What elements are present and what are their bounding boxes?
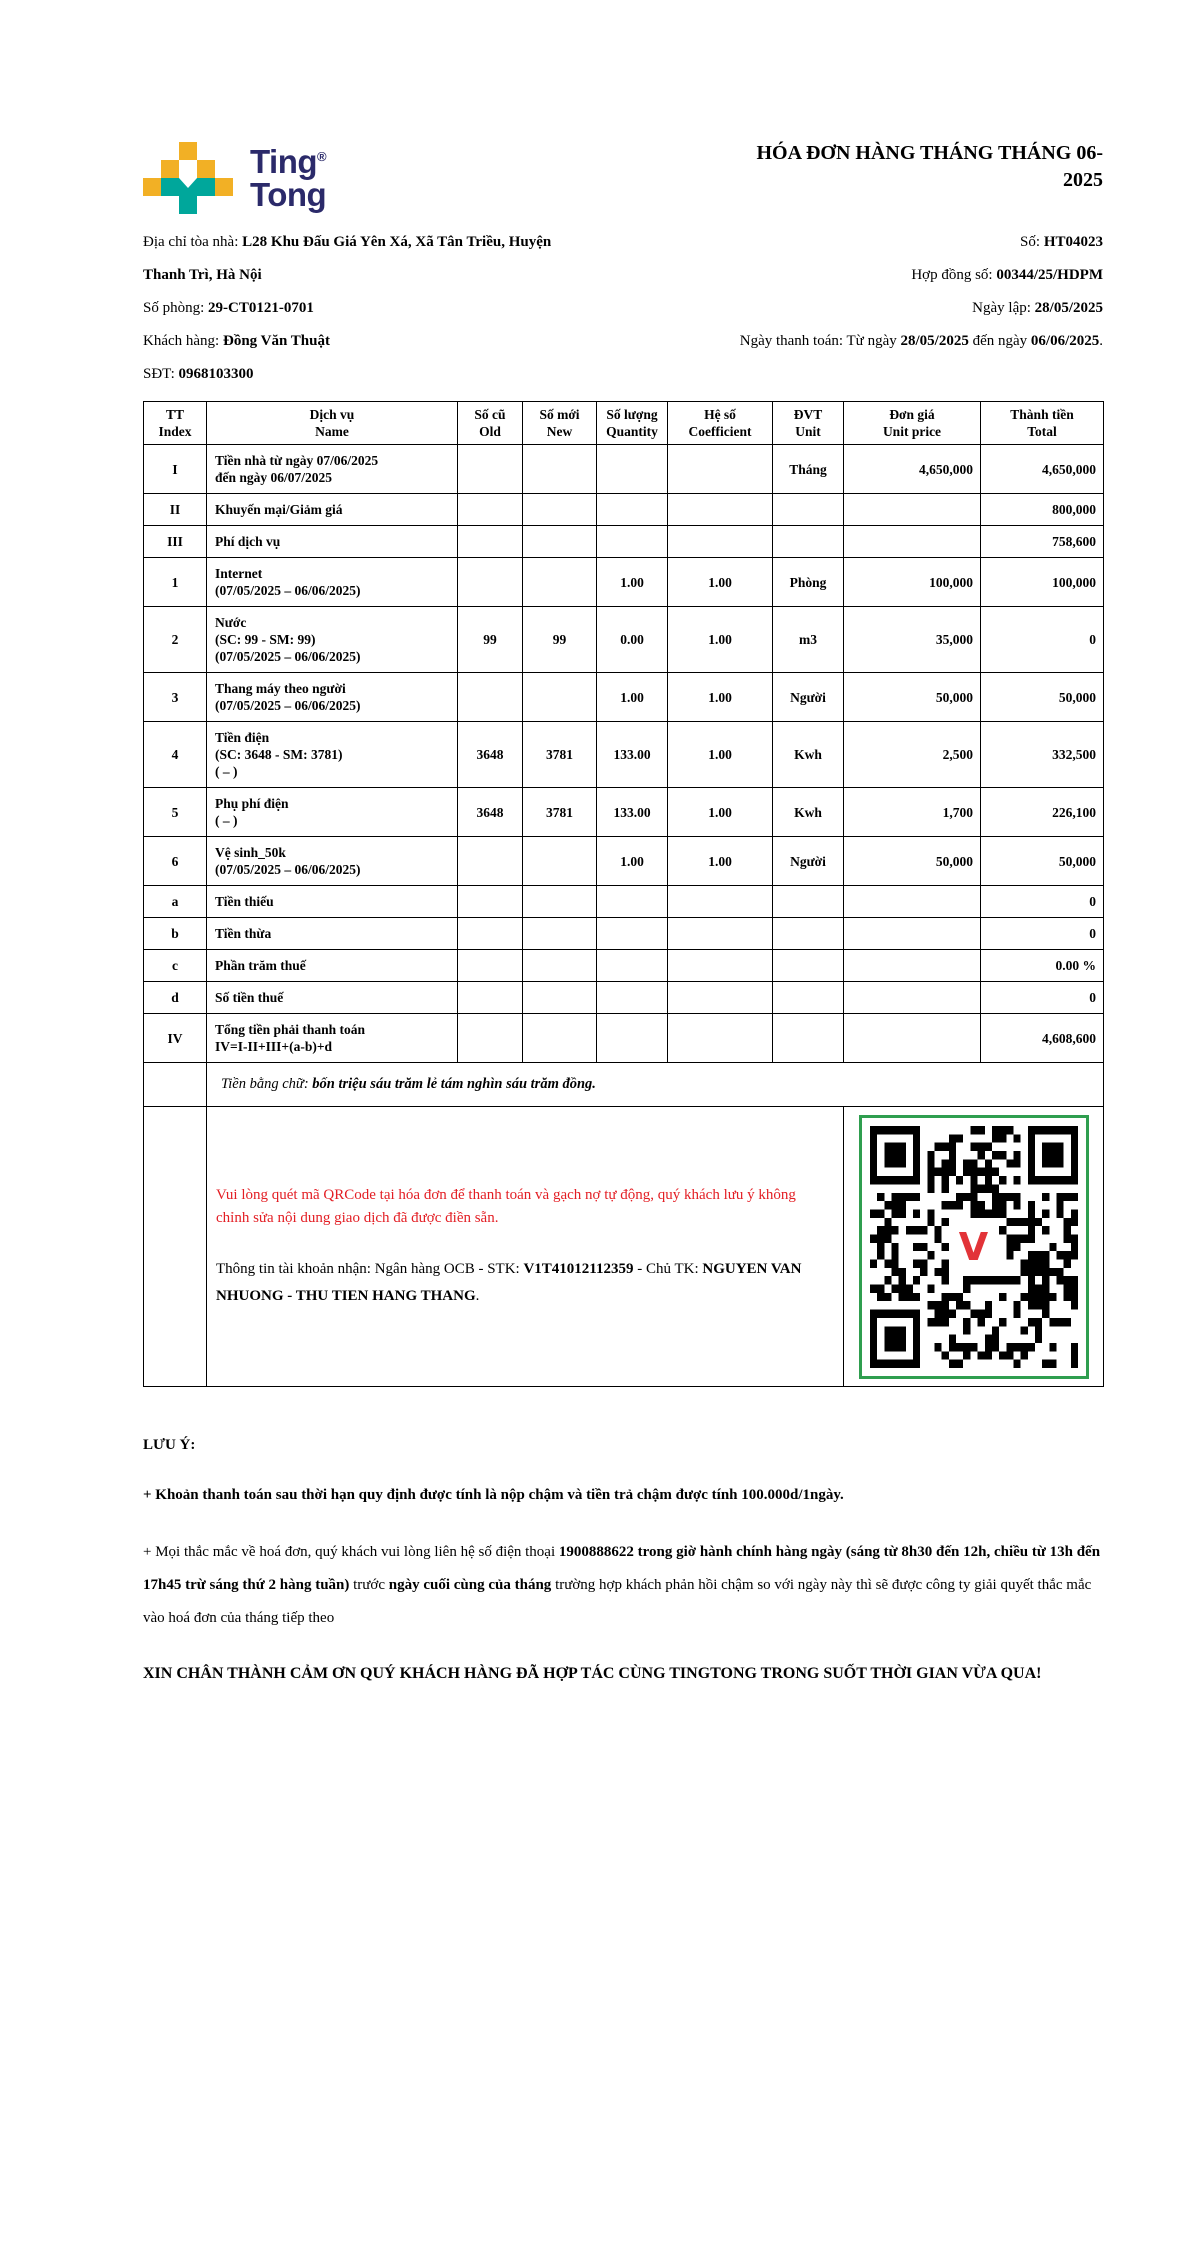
- cell-new: 3781: [523, 788, 597, 837]
- qr-cell: [844, 1107, 1104, 1387]
- cell-tt: 5: [144, 788, 207, 837]
- column-header-line: Index: [158, 424, 192, 439]
- column-header: [144, 402, 207, 445]
- cell-total: 332,500: [981, 722, 1104, 788]
- service-name-line: đến ngày 06/07/2025: [215, 470, 333, 485]
- text-segment: bốn triệu sáu trăm lẻ tám nghìn sáu trăm đồng.: [312, 1076, 596, 1092]
- cell-price: 50,000: [844, 837, 981, 886]
- service-name-line: Nước: [215, 615, 247, 630]
- qr-inner: [870, 1126, 1078, 1368]
- column-header: [981, 402, 1104, 445]
- info-line: [642, 259, 1103, 292]
- cell-total: 226,100: [981, 788, 1104, 837]
- thank-you-note: XIN CHÂN THÀNH CẢM ƠN QUÝ KHÁCH HÀNG ĐÃ HỢP TÁC CÙNG TINGTONG TRONG SUỐT THỜI GIAN VỪA QUA!: [143, 1665, 1042, 1682]
- logo-pixel: [179, 142, 197, 160]
- text-segment: L28 Khu Đấu Giá Yên Xá, Xã Tân Triều, Huyện: [242, 234, 552, 250]
- amount-in-words-row: [144, 1063, 1104, 1107]
- column-header-line: Quantity: [606, 424, 658, 439]
- cell-name: [207, 494, 458, 526]
- table-row: [144, 1014, 1104, 1063]
- column-header-line: TT: [165, 407, 184, 422]
- cell-price: [844, 982, 981, 1014]
- cell-name: [207, 673, 458, 722]
- column-header-line: Unit: [795, 424, 821, 439]
- info-line: [642, 325, 1103, 358]
- logo-pixel: [197, 160, 215, 178]
- service-name-line: (07/05/2025 – 06/06/2025): [215, 698, 361, 713]
- cell-qty: [597, 950, 668, 982]
- cell-new: [523, 494, 597, 526]
- text-segment: .: [475, 1287, 480, 1304]
- cell-tt: 1: [144, 558, 207, 607]
- table-row: [144, 673, 1104, 722]
- column-header: [773, 402, 844, 445]
- column-header-line: Dịch vụ: [309, 407, 355, 422]
- cell-tt: 3: [144, 673, 207, 722]
- cell-price: [844, 950, 981, 982]
- column-header: [458, 402, 523, 445]
- column-header: [523, 402, 597, 445]
- cell-price: 50,000: [844, 673, 981, 722]
- logo-pixel: [143, 178, 161, 196]
- cell-coef: [668, 982, 773, 1014]
- table-body: [144, 445, 1104, 1063]
- column-header-line: Đơn giá: [889, 407, 935, 422]
- qr-instruction-red: Vui lòng quét mã QRCode tại hóa đơn để thanh toán và gạch nợ tự động, quý khách lưu ý không chỉnh sửa nội dung giao dịch đã được điền sẵn.: [216, 1186, 796, 1226]
- cell-new: [523, 558, 597, 607]
- text-segment: 28/05/2025: [1034, 300, 1103, 316]
- cell-total: 800,000: [981, 494, 1104, 526]
- note-hotline: [143, 1536, 1103, 1635]
- cell-tt: 6: [144, 837, 207, 886]
- cell-name: [207, 526, 458, 558]
- service-name-line: (SC: 99 - SM: 99): [215, 632, 316, 647]
- footer-notes: [143, 1435, 1103, 1690]
- service-name-line: Tiền nhà từ ngày 07/06/2025: [215, 453, 379, 468]
- cell-qty: [597, 494, 668, 526]
- cell-coef: 1.00: [668, 837, 773, 886]
- cell-unit: [773, 526, 844, 558]
- cell-empty: [144, 1107, 207, 1387]
- text-segment: ngày cuối cùng của tháng: [388, 1577, 552, 1593]
- cell-tt: II: [144, 494, 207, 526]
- cell-unit: [773, 950, 844, 982]
- table-row: [144, 950, 1104, 982]
- text-segment: Ngày thanh toán: Từ ngày: [739, 333, 901, 349]
- cell-old: [458, 673, 523, 722]
- cell-old: [458, 918, 523, 950]
- text-segment: Thông tin tài khoản nhận: Ngân hàng OCB - STK:: [216, 1260, 524, 1277]
- cell-qty: 1.00: [597, 837, 668, 886]
- cell-total: 0: [981, 607, 1104, 673]
- cell-price: 100,000: [844, 558, 981, 607]
- service-name-line: IV=I-II+III+(a-b)+d: [215, 1039, 333, 1054]
- note-late-payment: [143, 1479, 1103, 1512]
- service-name-line: ( – ): [215, 813, 238, 828]
- cell-unit: m3: [773, 607, 844, 673]
- cell-price: [844, 918, 981, 950]
- text-segment: + Mọi thắc mắc về hoá đơn, quý khách vui lòng liên hệ số điện thoại: [143, 1544, 559, 1560]
- column-header-line: Name: [315, 424, 349, 439]
- cell-tt: 2: [144, 607, 207, 673]
- cell-total: 0: [981, 982, 1104, 1014]
- column-header-line: Total: [1027, 424, 1057, 439]
- table-row: [144, 982, 1104, 1014]
- info-line: [143, 358, 642, 391]
- cell-name: [207, 982, 458, 1014]
- notes-heading: LƯU Ý:: [143, 1437, 196, 1453]
- cell-total: 0: [981, 886, 1104, 918]
- cell-old: [458, 950, 523, 982]
- cell-coef: 1.00: [668, 788, 773, 837]
- cell-unit: Phòng: [773, 558, 844, 607]
- cell-price: 1,700: [844, 788, 981, 837]
- cell-coef: [668, 950, 773, 982]
- text-segment: + Khoản thanh toán sau thời hạn quy định được tính là nộp chậm và tiền trả chậm được tính 100.000d/1ngày.: [143, 1487, 844, 1503]
- cell-tt: d: [144, 982, 207, 1014]
- cell-unit: [773, 982, 844, 1014]
- invoice-title-line1: HÓA ĐƠN HÀNG THÁNG THÁNG 06-: [756, 142, 1103, 164]
- cell-price: [844, 526, 981, 558]
- invoice-info-left: [143, 226, 642, 391]
- cell-name: [207, 837, 458, 886]
- table-row: [144, 837, 1104, 886]
- column-header-line: New: [546, 424, 573, 439]
- tingtong-logo-icon: [143, 142, 233, 214]
- table-row: [144, 494, 1104, 526]
- column-header-line: Old: [479, 424, 501, 439]
- cell-old: 3648: [458, 788, 523, 837]
- logo-wordmark: [250, 145, 326, 214]
- text-segment: 00344/25/HDPM: [996, 267, 1103, 283]
- info-line: [143, 226, 642, 259]
- service-name-line: Tiền thiếu: [215, 894, 274, 909]
- table-row: [144, 722, 1104, 788]
- column-header-line: Hệ số: [704, 407, 736, 422]
- cell-qty: 1.00: [597, 558, 668, 607]
- qr-box: [859, 1115, 1089, 1379]
- cell-old: [458, 526, 523, 558]
- info-line: [143, 292, 642, 325]
- cell-unit: Kwh: [773, 722, 844, 788]
- column-header: [844, 402, 981, 445]
- text-segment: 1900888622 trong giờ hành chính hàng ngày (sáng từ 8h30 đến 12h, chiều từ 13h đến 17h45 trừ sáng thứ 2 hàng tuần): [143, 1544, 1101, 1593]
- cell-tt: I: [144, 445, 207, 494]
- cell-coef: 1.00: [668, 607, 773, 673]
- text-segment: 0968103300: [178, 366, 254, 382]
- cell-qty: [597, 526, 668, 558]
- header: [143, 0, 1103, 214]
- qr-logo-v: V: [951, 1226, 997, 1268]
- cell-tt: a: [144, 886, 207, 918]
- cell-coef: [668, 886, 773, 918]
- service-name-line: Phụ phí điện: [215, 796, 289, 811]
- cell-new: [523, 950, 597, 982]
- column-header: [207, 402, 458, 445]
- cell-name: [207, 788, 458, 837]
- service-name-line: Thang máy theo người: [215, 681, 346, 696]
- column-header-line: Unit price: [882, 424, 942, 439]
- service-name-line: Phần trăm thuế: [215, 958, 306, 973]
- cell-name: [207, 607, 458, 673]
- cell-new: [523, 837, 597, 886]
- cell-old: 99: [458, 607, 523, 673]
- text-segment: V1T41012112359: [523, 1260, 634, 1277]
- cell-qty: [597, 1014, 668, 1063]
- cell-old: [458, 445, 523, 494]
- cell-empty: [144, 1063, 207, 1107]
- cell-name: [207, 722, 458, 788]
- logo-pixel: [215, 178, 233, 196]
- logo-line-1: Ting®: [250, 143, 327, 180]
- cell-price: [844, 494, 981, 526]
- text-segment: Tiền bằng chữ:: [221, 1076, 313, 1092]
- cell-name: [207, 886, 458, 918]
- table-row: [144, 788, 1104, 837]
- cell-new: 3781: [523, 722, 597, 788]
- logo-line-2: Tong: [250, 176, 327, 213]
- cell-old: [458, 982, 523, 1014]
- table-row: [144, 918, 1104, 950]
- invoice-meta: [143, 226, 1103, 391]
- service-name-line: (SC: 3648 - SM: 3781): [215, 747, 343, 762]
- column-header: [668, 402, 773, 445]
- cell-price: 35,000: [844, 607, 981, 673]
- cell-total: 4,650,000: [981, 445, 1104, 494]
- cell-total: 50,000: [981, 673, 1104, 722]
- cell-qty: 0.00: [597, 607, 668, 673]
- cell-name: [207, 558, 458, 607]
- cell-unit: [773, 494, 844, 526]
- info-line: [642, 292, 1103, 325]
- table-row: [144, 558, 1104, 607]
- cell-coef: [668, 445, 773, 494]
- cell-qty: [597, 445, 668, 494]
- table-header-row: [144, 402, 1104, 445]
- table-row: [144, 607, 1104, 673]
- cell-unit: Người: [773, 673, 844, 722]
- cell-total: 50,000: [981, 837, 1104, 886]
- info-line: [143, 259, 642, 292]
- service-name-line: ( – ): [215, 764, 238, 779]
- cell-coef: 1.00: [668, 558, 773, 607]
- cell-coef: [668, 1014, 773, 1063]
- column-header-line: Coefficient: [688, 424, 752, 439]
- cell-qty: [597, 982, 668, 1014]
- charges-table: [143, 401, 1104, 1387]
- column-header-line: Số cũ: [474, 407, 506, 422]
- cell-tt: 4: [144, 722, 207, 788]
- cell-new: [523, 918, 597, 950]
- cell-unit: Tháng: [773, 445, 844, 494]
- logo-pixel: [179, 196, 197, 214]
- service-name-line: Internet: [215, 566, 263, 581]
- cell-new: 99: [523, 607, 597, 673]
- text-segment: Số:: [1020, 234, 1044, 250]
- service-name-line: Tiền điện: [215, 730, 270, 745]
- cell-price: 4,650,000: [844, 445, 981, 494]
- table-row: [144, 886, 1104, 918]
- cell-unit: [773, 918, 844, 950]
- cell-total: 4,608,600: [981, 1014, 1104, 1063]
- text-segment: SĐT:: [143, 366, 179, 382]
- cell-old: [458, 558, 523, 607]
- text-segment: Địa chỉ tòa nhà:: [143, 234, 243, 250]
- cell-unit: [773, 1014, 844, 1063]
- payment-instructions-cell: [207, 1107, 844, 1387]
- cell-new: [523, 1014, 597, 1063]
- qr-row: [144, 1107, 1104, 1387]
- column-header: [597, 402, 668, 445]
- cell-old: [458, 837, 523, 886]
- cell-qty: [597, 886, 668, 918]
- cell-new: [523, 982, 597, 1014]
- cell-old: [458, 886, 523, 918]
- text-segment: HT04023: [1043, 234, 1103, 250]
- logo-pixel: [161, 160, 179, 178]
- logo-notch: [179, 178, 197, 188]
- tingtong-logo: [143, 142, 326, 214]
- cell-tt: IV: [144, 1014, 207, 1063]
- cell-new: [523, 445, 597, 494]
- text-segment: NGUYEN VAN NHUONG - THU TIEN HANG THANG: [216, 1260, 802, 1304]
- service-name-line: (07/05/2025 – 06/06/2025): [215, 583, 361, 598]
- table-row: [144, 445, 1104, 494]
- cell-qty: [597, 918, 668, 950]
- cell-qty: 133.00: [597, 788, 668, 837]
- table-row: [144, 526, 1104, 558]
- service-name-line: (07/05/2025 – 06/06/2025): [215, 649, 361, 664]
- text-segment: Số phòng:: [143, 300, 209, 316]
- cell-qty: 133.00: [597, 722, 668, 788]
- text-segment: trường hợp khách phản hồi chậm so với ngày này thì sẽ được công ty giải quyết thắc mắc vào hoá đơn của tháng tiếp theo: [143, 1577, 1092, 1626]
- service-name-line: Tổng tiền phải thanh toán: [215, 1022, 366, 1037]
- cell-old: [458, 1014, 523, 1063]
- cell-old: 3648: [458, 722, 523, 788]
- text-segment: Thanh Trì, Hà Nội: [143, 267, 262, 283]
- cell-coef: [668, 918, 773, 950]
- cell-total: 100,000: [981, 558, 1104, 607]
- cell-tt: b: [144, 918, 207, 950]
- cell-name: [207, 918, 458, 950]
- column-header-line: ĐVT: [793, 407, 823, 422]
- cell-unit: [773, 886, 844, 918]
- cell-coef: 1.00: [668, 673, 773, 722]
- service-name-line: Số tiền thuế: [215, 990, 284, 1005]
- cell-name: [207, 445, 458, 494]
- service-name-line: (07/05/2025 – 06/06/2025): [215, 862, 361, 877]
- text-segment: Hợp đồng số:: [911, 267, 997, 283]
- invoice-title: [653, 140, 1103, 194]
- text-segment: trước: [349, 1577, 389, 1593]
- text-segment: 29-CT0121-0701: [208, 300, 314, 316]
- amount-in-words: [207, 1063, 1104, 1107]
- text-segment: - Chủ TK:: [633, 1260, 703, 1277]
- cell-total: 758,600: [981, 526, 1104, 558]
- cell-total: 0.00 %: [981, 950, 1104, 982]
- cell-old: [458, 494, 523, 526]
- text-segment: Khách hàng:: [143, 333, 223, 349]
- info-line: [143, 325, 642, 358]
- cell-price: [844, 1014, 981, 1063]
- column-header-line: Thành tiền: [1010, 407, 1074, 422]
- invoice-title-line2: 2025: [1063, 169, 1103, 191]
- service-name-line: Vệ sinh_50k: [215, 845, 286, 860]
- text-segment: đến ngày: [968, 333, 1031, 349]
- invoice-info-right: [642, 226, 1103, 391]
- service-name-line: Phí dịch vụ: [215, 534, 281, 549]
- cell-new: [523, 673, 597, 722]
- registered-mark: ®: [317, 149, 327, 164]
- text-segment: Đồng Văn Thuật: [222, 333, 330, 349]
- cell-new: [523, 886, 597, 918]
- cell-tt: c: [144, 950, 207, 982]
- cell-price: [844, 886, 981, 918]
- text-segment: 06/06/2025: [1030, 333, 1100, 349]
- account-info: [216, 1256, 829, 1310]
- cell-name: [207, 950, 458, 982]
- cell-unit: Kwh: [773, 788, 844, 837]
- cell-new: [523, 526, 597, 558]
- cell-tt: III: [144, 526, 207, 558]
- cell-coef: [668, 494, 773, 526]
- column-header-line: Số mới: [539, 407, 580, 422]
- cell-name: [207, 1014, 458, 1063]
- cell-price: 2,500: [844, 722, 981, 788]
- column-header-line: Số lượng: [606, 407, 658, 422]
- cell-total: 0: [981, 918, 1104, 950]
- info-line: [642, 226, 1103, 259]
- text-segment: .: [1099, 333, 1103, 349]
- service-name-line: Khuyến mại/Giảm giá: [215, 502, 343, 517]
- text-segment: 28/05/2025: [900, 333, 969, 349]
- text-segment: Ngày lập:: [972, 300, 1035, 316]
- service-name-line: Tiền thừa: [215, 926, 272, 941]
- cell-unit: Người: [773, 837, 844, 886]
- cell-qty: 1.00: [597, 673, 668, 722]
- cell-coef: 1.00: [668, 722, 773, 788]
- cell-coef: [668, 526, 773, 558]
